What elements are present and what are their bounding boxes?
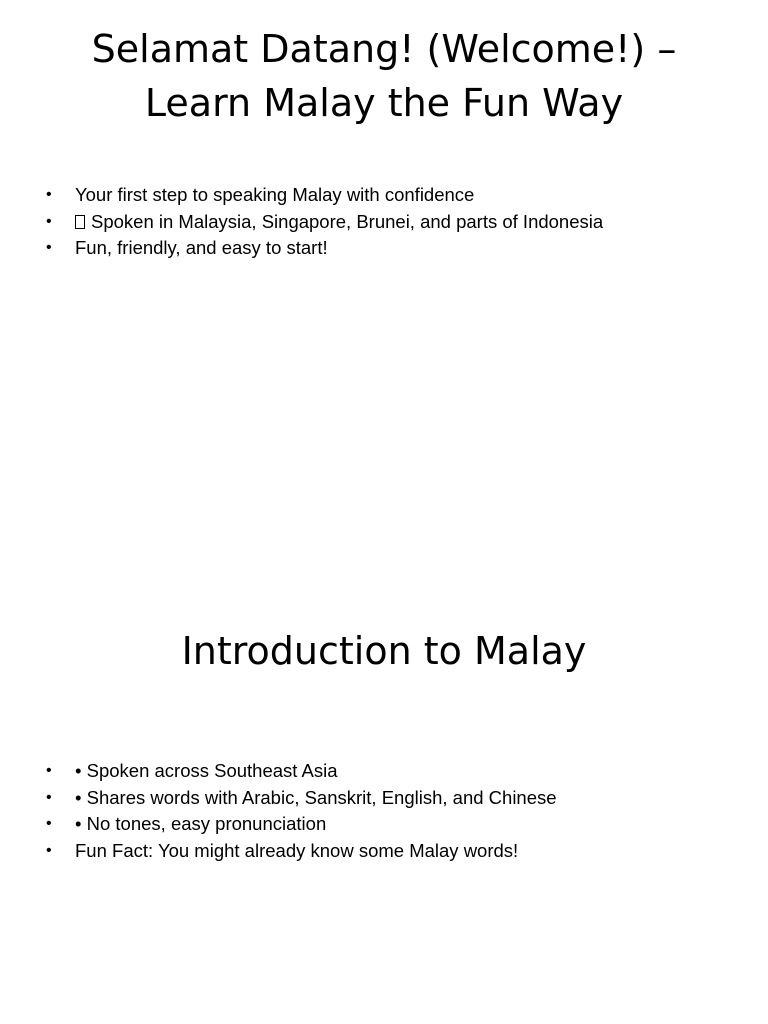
bullet-text: • Shares words with Arabic, Sanskrit, English, and Chinese — [75, 786, 557, 808]
bullet-text: Spoken in Malaysia, Singapore, Brunei, and parts of Indonesia — [91, 210, 604, 232]
bullet-icon: • — [46, 186, 52, 203]
bullet-text: • Spoken across Southeast Asia — [75, 760, 338, 781]
list-item — [46, 811, 736, 838]
bullet-icon: • — [46, 762, 52, 779]
bullet-icon: • — [46, 212, 52, 230]
bullet-text: • No tones, easy pronunciation — [75, 813, 327, 835]
bullet-icon: • — [46, 239, 52, 257]
slide-introduction — [0, 512, 768, 1024]
title-line-1: Selamat Datang! (Welcome!) – — [91, 27, 677, 71]
slide-title: Introduction to Malay — [181, 629, 587, 673]
list-item — [46, 209, 736, 236]
bullet-text: Fun Fact: You might already know some Malay words! — [75, 840, 519, 862]
list-item — [46, 838, 736, 865]
bullet-icon: • — [46, 788, 52, 806]
bullet-icon: • — [46, 815, 52, 833]
list-item — [46, 182, 736, 209]
bullet-icon: • — [46, 842, 52, 860]
title-line-2: Learn Malay the Fun Way — [144, 81, 624, 125]
bullet-list — [46, 182, 736, 262]
bullet-text: Your first step to speaking Malay with confidence — [75, 184, 475, 205]
bullet-text: Fun, friendly, and easy to start! — [75, 237, 328, 259]
list-item — [46, 785, 736, 812]
missing-glyph-icon — [75, 215, 85, 229]
slide-title — [40, 22, 728, 130]
list-item — [46, 235, 736, 262]
list-item — [46, 758, 736, 785]
bullet-list — [46, 758, 736, 865]
